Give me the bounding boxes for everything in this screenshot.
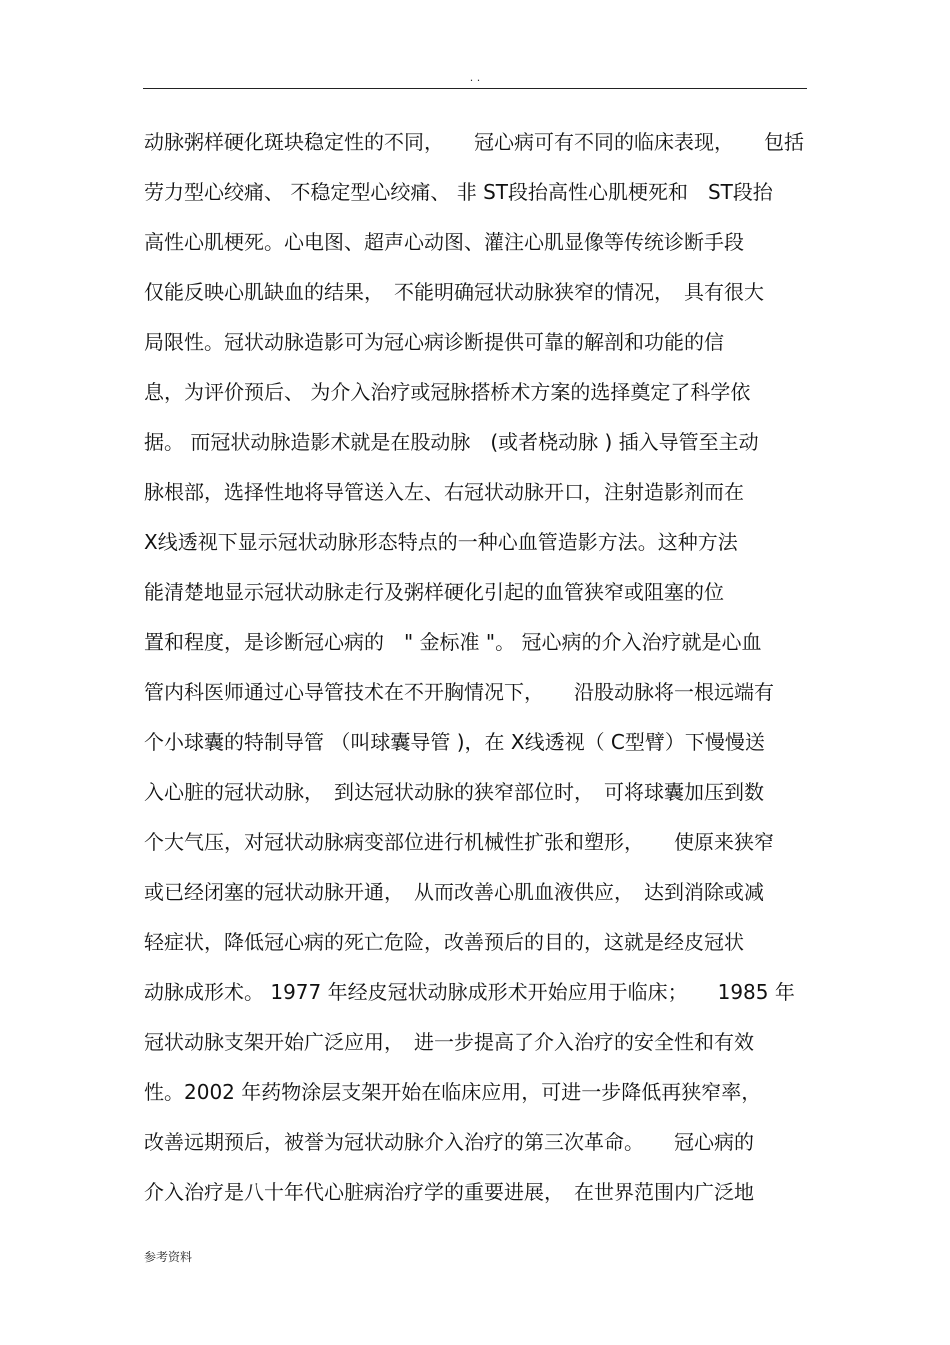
text-line-15: 个大气压，对冠状动脉病变部位进行机械性扩张和塑形， 使原来狭窄 <box>144 830 774 854</box>
header-mark: . . <box>469 71 481 84</box>
text-line-13: 个小球囊的特制导管 （叫球囊导管 )，在 X线透视（ C型臂）下慢慢送 <box>144 730 765 754</box>
text-line-2: 劳力型心绞痛、 不稳定型心绞痛、 非 ST段抬高性心肌梗死和 ST段抬 <box>144 180 773 204</box>
text-line-1: 动脉粥样硬化斑块稳定性的不同， 冠心病可有不同的临床表现， 包括 <box>144 130 804 154</box>
text-line-8: 脉根部，选择性地将导管送入左、右冠状动脉开口，注射造影剂而在 <box>144 480 744 504</box>
header-rule <box>143 88 807 89</box>
text-line-17: 轻症状，降低冠心病的死亡危险，改善预后的目的，这就是经皮冠状 <box>144 930 744 954</box>
text-line-20: 性。2002 年药物涂层支架开始在临床应用，可进一步降低再狭窄率， <box>144 1080 762 1104</box>
text-line-18: 动脉成形术。 1977 年经皮冠状动脉成形术开始应用于临床； 1985 年 <box>144 980 795 1004</box>
text-line-11: 置和程度，是诊断冠心病的 " 金标准 "。 冠心病的介入治疗就是心血 <box>144 630 762 654</box>
document-body <box>144 117 808 1217</box>
text-line-6: 息，为评价预后、 为介入治疗或冠脉搭桥术方案的选择奠定了科学依 <box>144 380 751 404</box>
text-line-21: 改善远期预后，被誉为冠状动脉介入治疗的第三次革命。 冠心病的 <box>144 1130 754 1154</box>
text-line-4: 仅能反映心肌缺血的结果， 不能明确冠状动脉狭窄的情况， 具有很大 <box>144 280 764 304</box>
text-line-19: 冠状动脉支架开始广泛应用， 进一步提高了介入治疗的安全性和有效 <box>144 1030 754 1054</box>
text-line-12: 管内科医师通过心导管技术在不开胸情况下， 沿股动脉将一根远端有 <box>144 680 774 704</box>
text-line-14: 入心脏的冠状动脉， 到达冠状动脉的狭窄部位时， 可将球囊加压到数 <box>144 780 764 804</box>
text-line-16: 或已经闭塞的冠状动脉开通， 从而改善心肌血液供应， 达到消除或减 <box>144 880 764 904</box>
text-line-22: 介入治疗是八十年代心脏病治疗学的重要进展， 在世界范围内广泛地 <box>144 1180 754 1204</box>
text-line-5: 局限性。冠状动脉造影可为冠心病诊断提供可靠的解剖和功能的信 <box>144 330 724 354</box>
text-line-10: 能清楚地显示冠状动脉走行及粥样硬化引起的血管狭窄或阻塞的位 <box>144 580 724 604</box>
footer-label: 参考资料 <box>144 1250 193 1264</box>
text-line-3: 高性心肌梗死。心电图、超声心动图、灌注心肌显像等传统诊断手段 <box>144 230 744 254</box>
text-line-7: 据。 而冠状动脉造影术就是在股动脉 (或者桡动脉 ) 插入导管至主动 <box>144 430 759 454</box>
text-line-9: X线透视下显示冠状动脉形态特点的一种心血管造影方法。这种方法 <box>144 530 738 554</box>
